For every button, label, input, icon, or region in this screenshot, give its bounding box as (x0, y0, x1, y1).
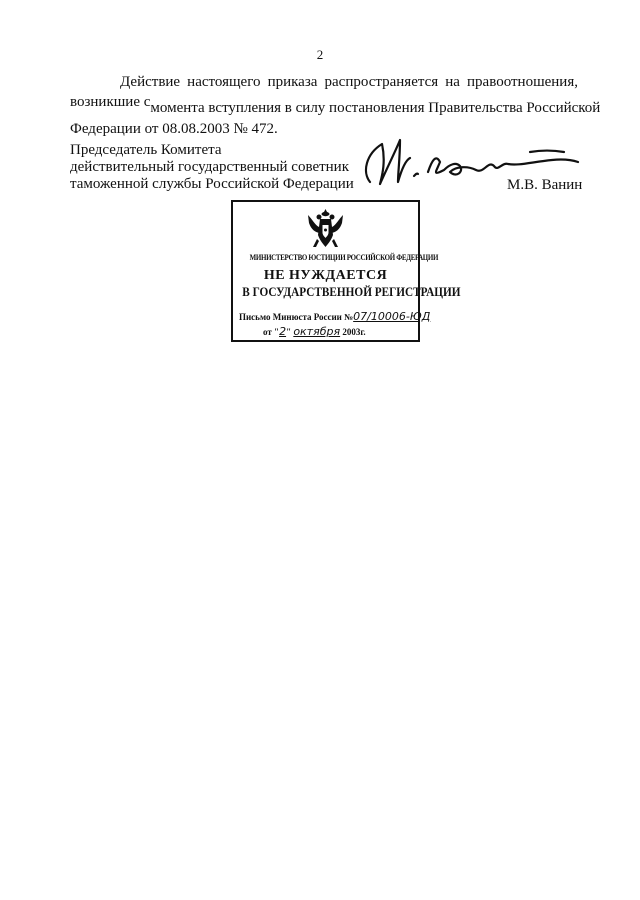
signatory-title (70, 142, 354, 193)
signatory-title-line-2: действительный государственный советник (70, 159, 350, 175)
stamp-date-month: октября (293, 325, 341, 338)
paragraph-line-1: Действие настоящего приказа распространяется на правоотношения, (120, 74, 578, 90)
paragraph-line-2 (70, 94, 601, 116)
stamp-letter-line (239, 310, 430, 323)
double-headed-eagle-icon (303, 205, 348, 250)
stamp-date-year: 2003г. (342, 327, 366, 337)
stamp-status-line-2: В ГОСУДАРСТВЕННОЙ РЕГИСТРАЦИИ (242, 285, 461, 299)
stamp-status-line-1: НЕ НУЖДАЕТСЯ (263, 268, 388, 283)
stamp-letter-label: Письмо Минюста России № (239, 312, 354, 322)
paragraph-line-3: Федерации от 08.08.2003 № 472. (70, 121, 278, 137)
paragraph-line-2-rest: момента вступления в силу постановления Правительства Российской (150, 100, 601, 116)
stamp-date-line (263, 325, 366, 338)
signatory-title-line-3: таможенной службы Российской Федерации (70, 176, 354, 192)
registration-stamp (231, 200, 461, 342)
stamp-letter-number: 07/10006-ЮД (353, 310, 431, 323)
stamp-date-prefix: от " (263, 327, 280, 337)
stamp-date-day: 2 (279, 325, 287, 338)
page-number: 2 (316, 47, 324, 62)
signatory-name: М.В. Ванин (507, 177, 583, 193)
stamp-ministry: МИНИСТЕРСТВО ЮСТИЦИИ РОССИЙСКОЙ ФЕДЕРАЦИИ (249, 252, 439, 262)
paragraph-line-2-start: возникшие с (70, 94, 151, 110)
signatory-title-line-1: Председатель Комитета (70, 142, 222, 158)
stamp-date-sep: " (286, 327, 292, 337)
